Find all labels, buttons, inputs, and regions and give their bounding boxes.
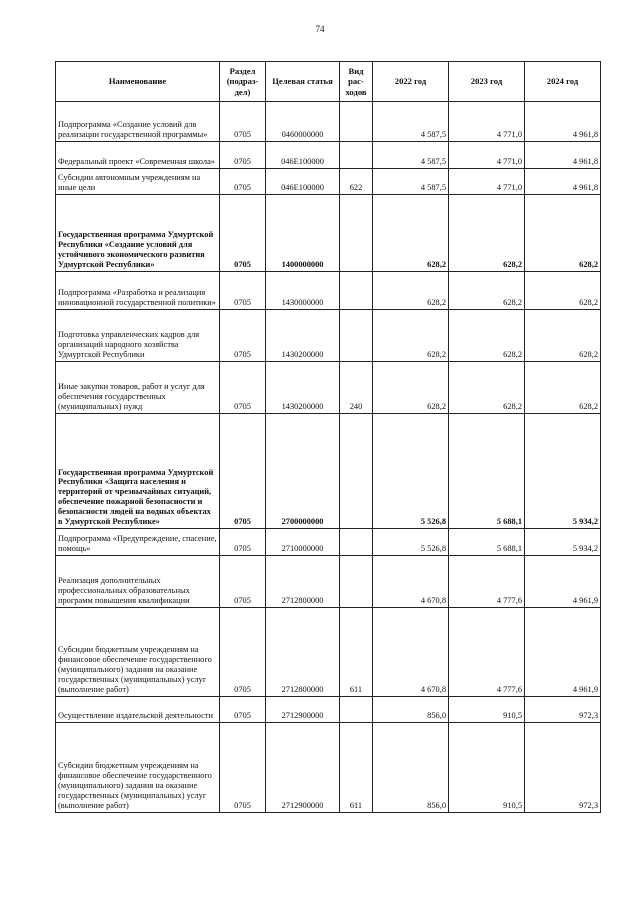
table-row [56,529,601,556]
row-name: Реализация дополнительных профессиональных образовательных программ повышения квалификации [56,556,220,608]
row-target: 2712900000 [266,723,340,813]
row-name: Субсидии автономным учреждениям на иные цели [56,169,220,195]
row-2023: 5 688,1 [449,529,525,556]
row-section: 0705 [220,556,266,608]
header-2024: 2024 год [525,62,601,102]
row-2022: 628,2 [373,195,449,272]
row-section: 0705 [220,414,266,529]
row-name: Государственная программа Удмуртской Республики «Создание условий для устойчивого экономического развития Удмуртской Республики» [56,195,220,272]
row-type: 240 [340,362,373,414]
row-name: Субсидии бюджетным учреждениям на финансовое обеспечение государственного (муниципального) задания на оказание государственных (муниципальных) услуг (выполнение работ) [56,723,220,813]
row-section: 0705 [220,608,266,697]
row-section: 0705 [220,529,266,556]
header-section: Раздел (подраз-дел) [220,62,266,102]
row-2022: 856,0 [373,697,449,723]
row-2024: 628,2 [525,195,601,272]
row-2023: 910,5 [449,697,525,723]
table-row [56,362,601,414]
row-2024: 5 934,2 [525,414,601,529]
row-2024: 4 961,8 [525,142,601,169]
row-2022: 4 670,8 [373,608,449,697]
header-target: Целевая статья [266,62,340,102]
header-2023: 2023 год [449,62,525,102]
row-2022: 4 670,8 [373,556,449,608]
row-2023: 4 777,6 [449,608,525,697]
row-section: 0705 [220,195,266,272]
row-name: Подпрограмма «Предупреждение, спасение, помощь» [56,529,220,556]
row-name: Осуществление издательской деятельности [56,697,220,723]
row-2024: 972,3 [525,723,601,813]
row-2024: 628,2 [525,310,601,362]
row-target: 2712900000 [266,697,340,723]
row-type: 622 [340,169,373,195]
page-number: 74 [315,24,325,34]
row-section: 0705 [220,169,266,195]
row-2023: 628,2 [449,362,525,414]
row-2023: 4 771,0 [449,102,525,142]
header-2022: 2022 год [373,62,449,102]
row-name: Государственная программа Удмуртской Республики «Защита населения и территорий от чрезвычайных ситуаций, обеспечение пожарной безопасности и безопасности людей на водных объектах в Удмуртской Республике» [56,414,220,529]
table-row [56,723,601,813]
row-target: 2712800000 [266,556,340,608]
row-2023: 4 771,0 [449,142,525,169]
row-section: 0705 [220,310,266,362]
row-target: 1430200000 [266,362,340,414]
row-name: Подпрограмма «Разработка и реализация инновационной государственной политики» [56,272,220,310]
row-2022: 628,2 [373,272,449,310]
row-2024: 628,2 [525,362,601,414]
row-section: 0705 [220,697,266,723]
header-row [56,62,601,102]
row-type: 611 [340,723,373,813]
row-2022: 4 587,5 [373,169,449,195]
table-row [56,310,601,362]
row-2024: 4 961,8 [525,102,601,142]
row-target: 046E100000 [266,169,340,195]
budget-table [55,61,601,813]
row-2023: 910,5 [449,723,525,813]
row-2024: 972,3 [525,697,601,723]
row-name: Иные закупки товаров, работ и услуг для обеспечения государственных (муниципальных) нужд [56,362,220,414]
row-target: 1430000000 [266,272,340,310]
table-row [56,195,601,272]
row-2022: 856,0 [373,723,449,813]
row-2024: 4 961,8 [525,169,601,195]
row-section: 0705 [220,102,266,142]
row-name: Подпрограмма «Создание условий для реализации государственной программы» [56,102,220,142]
row-2023: 4 777,6 [449,556,525,608]
row-section: 0705 [220,272,266,310]
row-2023: 4 771,0 [449,169,525,195]
row-target: 0460000000 [266,102,340,142]
row-2023: 628,2 [449,195,525,272]
row-type [340,529,373,556]
table-row [56,608,601,697]
row-section: 0705 [220,142,266,169]
header-type: Вид рас-ходов [340,62,373,102]
row-type [340,556,373,608]
row-type: 611 [340,608,373,697]
row-name: Федеральный проект «Современная школа» [56,142,220,169]
row-2022: 5 526,8 [373,529,449,556]
table-row [56,556,601,608]
row-target: 1430200000 [266,310,340,362]
row-type [340,414,373,529]
row-2024: 628,2 [525,272,601,310]
row-type [340,272,373,310]
row-2024: 5 934,2 [525,529,601,556]
table-row [56,272,601,310]
row-2022: 5 526,8 [373,414,449,529]
row-name: Подготовка управленческих кадров для организаций народного хозяйства Удмуртской Республики [56,310,220,362]
table-row [56,697,601,723]
header-name: Наименование [56,62,220,102]
table-row [56,414,601,529]
row-2023: 628,2 [449,310,525,362]
row-target: 1400000000 [266,195,340,272]
row-target: 2710000000 [266,529,340,556]
row-2024: 4 961,9 [525,608,601,697]
row-2022: 628,2 [373,362,449,414]
row-2022: 4 587,5 [373,102,449,142]
row-name: Субсидии бюджетным учреждениям на финансовое обеспечение государственного (муниципального) задания на оказание государственных (муниципальных) услуг (выполнение работ) [56,608,220,697]
row-2023: 5 688,1 [449,414,525,529]
row-section: 0705 [220,723,266,813]
row-type [340,697,373,723]
row-target: 2712800000 [266,608,340,697]
table-row [56,142,601,169]
row-2023: 628,2 [449,272,525,310]
row-section: 0705 [220,362,266,414]
row-type [340,310,373,362]
row-type [340,142,373,169]
row-target: 046E100000 [266,142,340,169]
row-2024: 4 961,9 [525,556,601,608]
row-type [340,195,373,272]
row-type [340,102,373,142]
row-target: 2700000000 [266,414,340,529]
row-2022: 628,2 [373,310,449,362]
table-row [56,102,601,142]
table-row [56,169,601,195]
row-2022: 4 587,5 [373,142,449,169]
